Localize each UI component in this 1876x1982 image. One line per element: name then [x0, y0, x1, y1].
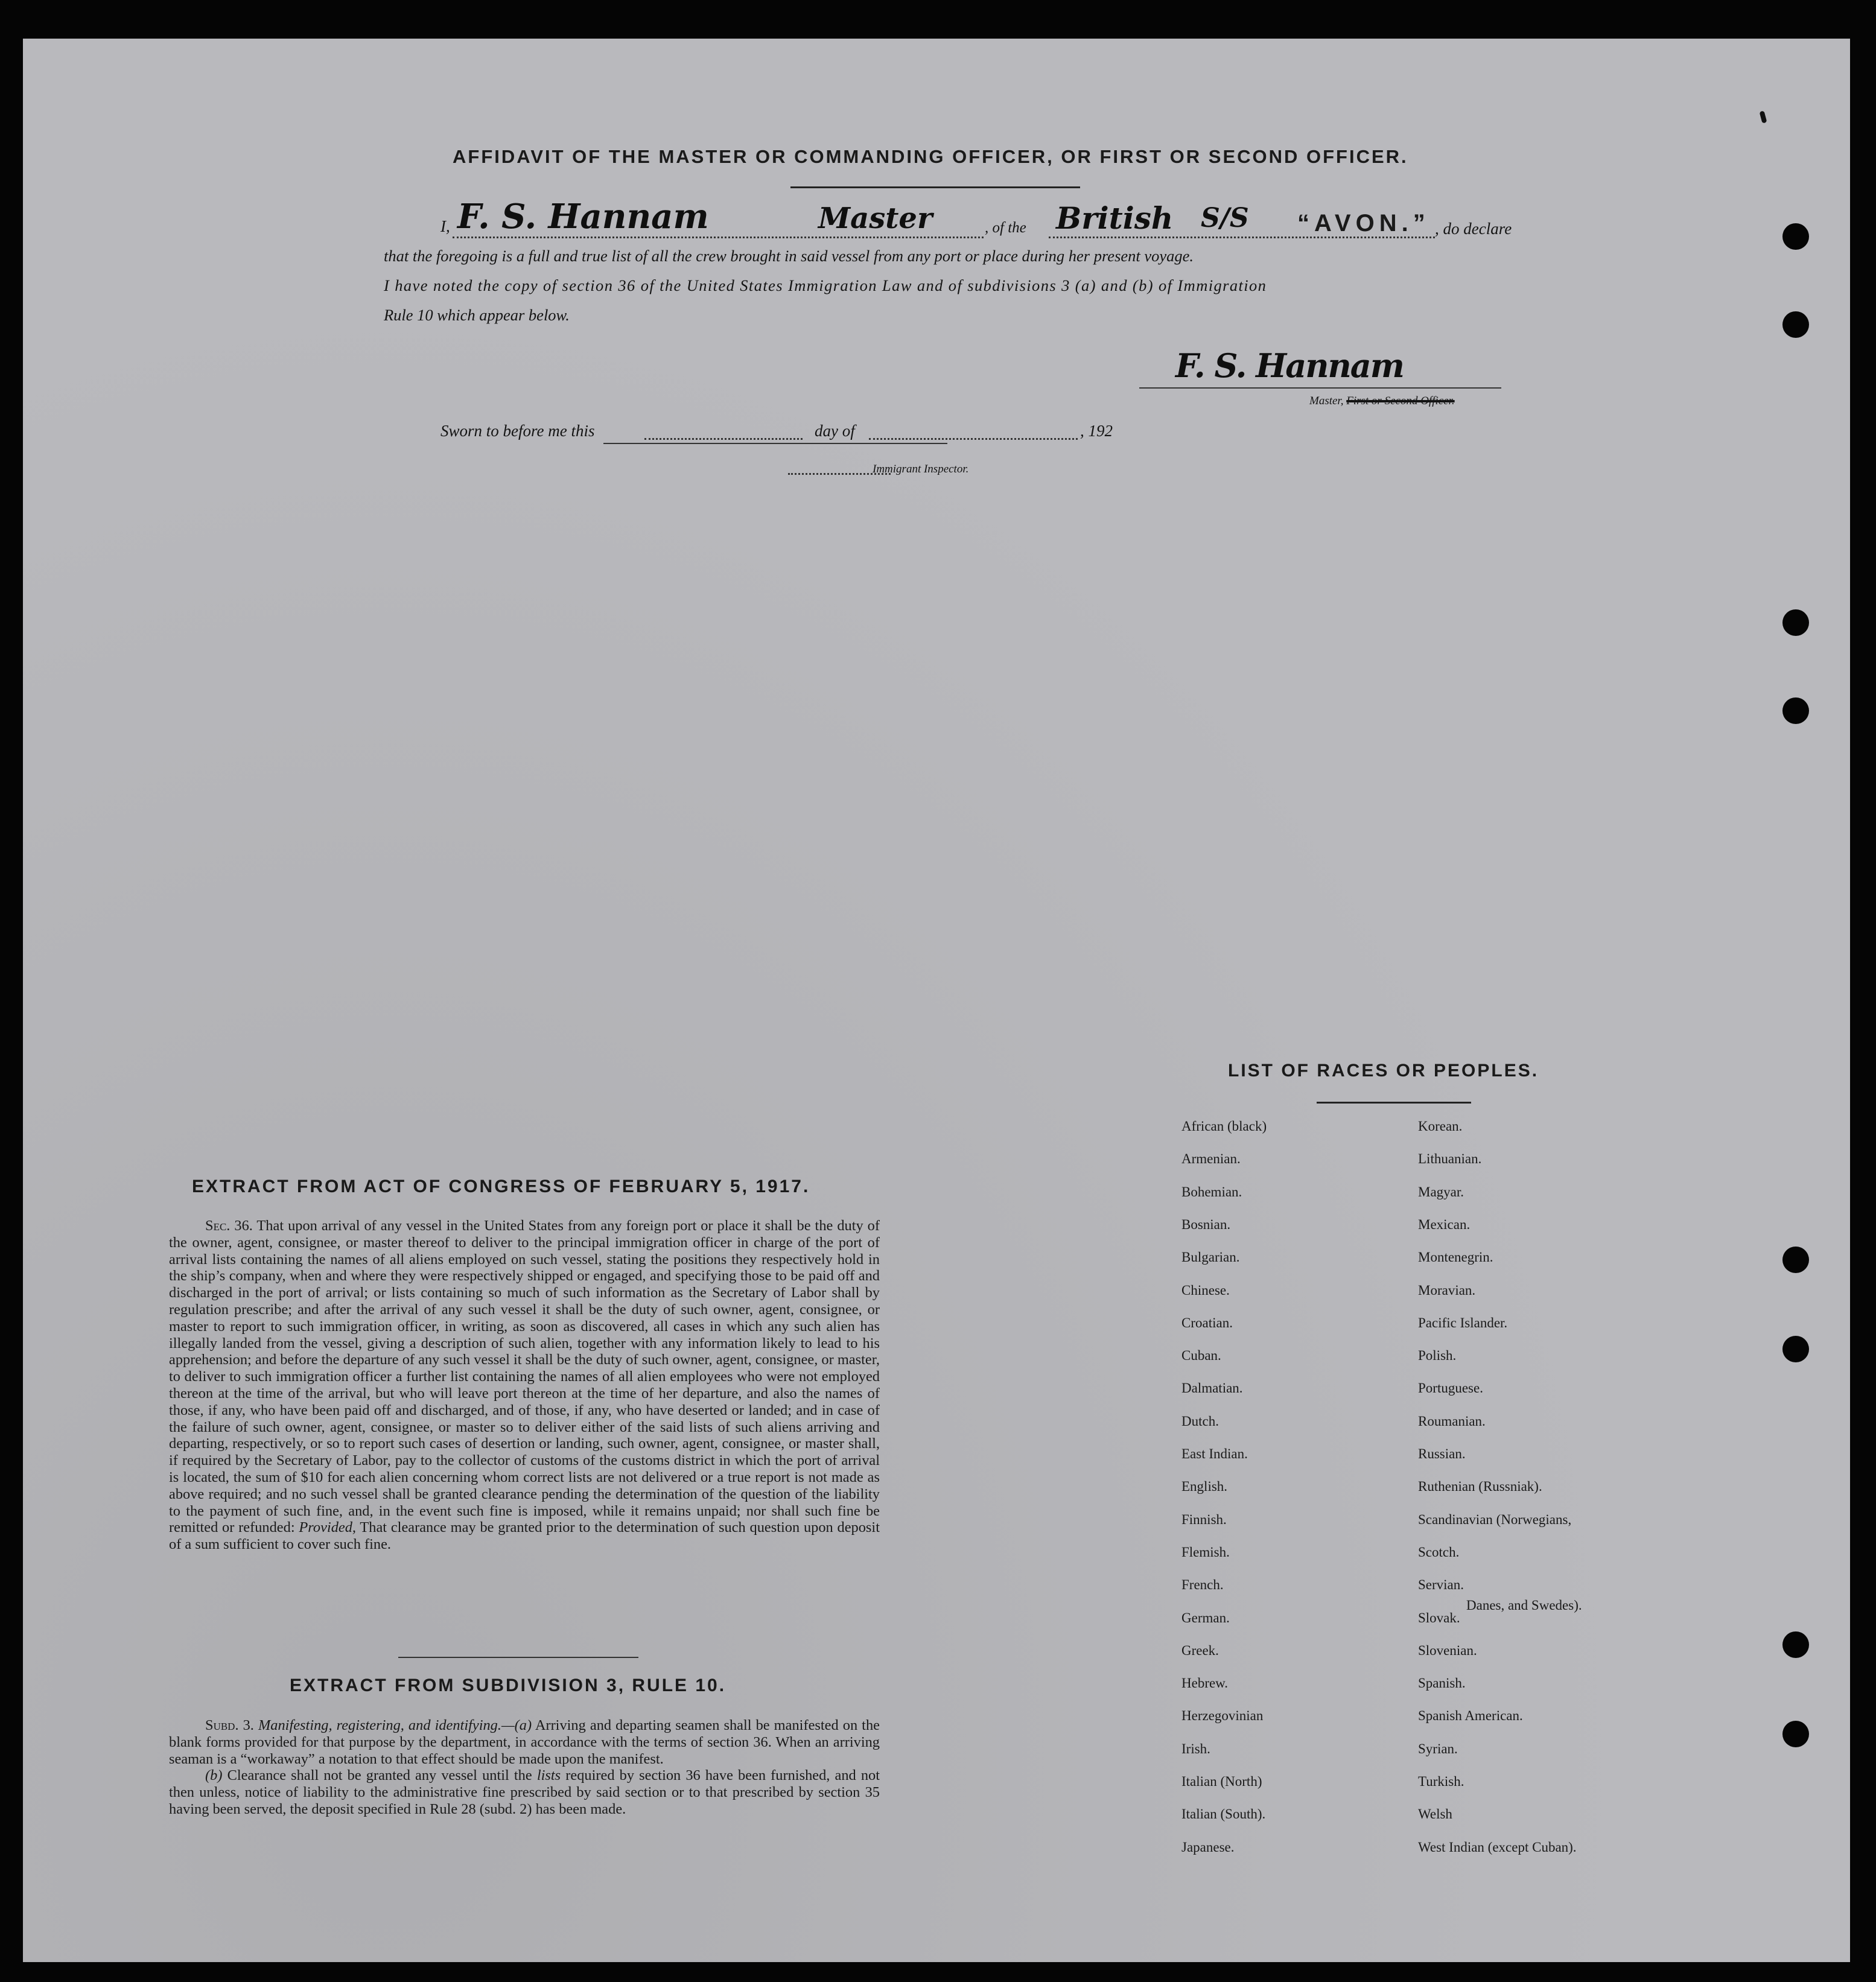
race-item: Montenegrin.	[1418, 1250, 1493, 1265]
punch-hole	[1782, 1336, 1809, 1362]
vessel-name-stamped: “AVON.”	[1297, 210, 1430, 237]
race-item: Flemish.	[1181, 1544, 1230, 1560]
race-item: Irish.	[1181, 1741, 1210, 1756]
signature-caption	[1309, 395, 1455, 408]
affidavit-line-3: I have noted the copy of section 36 of the United States Immigration Law and of subdivisions 3 (a) and (b) of Immigration	[384, 276, 1267, 294]
punch-hole	[1782, 1631, 1809, 1658]
rule-subdivision-3	[169, 1717, 880, 1818]
race-item: Korean.	[1418, 1119, 1463, 1134]
punch-hole	[1782, 223, 1809, 250]
race-item: Italian (South).	[1181, 1806, 1266, 1822]
races-title: LIST OF RACES OR PEOPLES.	[1228, 1061, 1539, 1081]
act-divider	[398, 1657, 638, 1658]
race-item: Croatian.	[1181, 1315, 1233, 1330]
race-item: Italian (North)	[1181, 1774, 1262, 1789]
punch-hole	[1782, 1721, 1809, 1747]
subd-label: Subd. 3.	[205, 1717, 254, 1733]
races-title-rule	[1317, 1102, 1471, 1104]
race-item: Magyar.	[1418, 1184, 1464, 1199]
affidavit-line-2: that the foregoing is a full and true list of all the crew brought in said vessel from any port or place during her present voyage.	[384, 247, 1194, 265]
race-item: Dalmatian.	[1181, 1380, 1243, 1396]
affidavit-intro: I,	[440, 217, 450, 235]
race-item: Servian.	[1418, 1577, 1464, 1593]
race-item: English.	[1181, 1479, 1228, 1494]
race-item: Armenian.	[1181, 1151, 1241, 1167]
act-extract-title: EXTRACT FROM ACT OF CONGRESS OF FEBRUARY 5, 1917.	[192, 1177, 810, 1196]
race-item: Turkish.	[1418, 1774, 1464, 1789]
race-item: Scotch.	[1418, 1544, 1460, 1560]
race-item: Chinese.	[1181, 1282, 1230, 1298]
subd-b-text-2: required by section 36 have been furnished, and not then unless, notice of liability to the administrative fine prescribed by said section or to that prescribed by section 35 having been served, the deposit specified in Rule 28 (subd. 2) has been made.	[169, 1767, 880, 1817]
name-dotted-line	[453, 237, 984, 238]
do-declare-label: , do declare	[1435, 220, 1512, 238]
proviso-text: That clearance may be granted prior to the determination of such question upon deposit of a sum sufficient to cover such fine.	[169, 1519, 880, 1553]
race-item: Herzegovinian	[1181, 1708, 1264, 1724]
race-item: Slovenian.	[1418, 1642, 1477, 1658]
day-of-label: day of	[815, 422, 855, 440]
race-item: Lithuanian.	[1418, 1151, 1482, 1167]
section-text: 36. That upon arrival of any vessel in the United States from any foreign port or place it shall be the duty of the owner, agent, consignee, or master thereof to deliver to the principal immigration officer in charge of the port of arrival lists containing the names of all aliens employed on such vessel, stating the positions they respectively hold in the ship’s company, when and where they were respectively shipped or engaged, and specifying those to be paid off and discharged in the port of arrival; or lists containing so much of such information as the Secretary of Labor shall by regulation prescribe; and after the arrival of any such vessel it shall be the duty of such owner, agent, consignee, or master to report to such immigration officer, in writing, as soon as discovered, all cases in which any such alien has illegally landed from the vessel, giving a description of such alien, together with any information likely to lead to his apprehension; and before the departure of any such vessel it shall be the duty of such owner, agent, consignee, or master, to deliver to such immigration officer a further list containing the names of all alien employees who were not employed thereon at the time of the arrival, but who will leave port thereon at the time of her departure, and also the names of those, if any, who have been paid off and discharged, and of those, if any, who have deserted or landed; and in case of the failure of such owner, agent, consignee, or master so to deliver either of the said lists of such aliens arriving and departing, respectively, or so to report such cases of desertion or landing, such owner, agent, consignee, or master shall, if required by the Secretary of Labor, pay to the collector of customs of the customs district in which the port of arrival is located, the sum of $10 for each alien concerning whom correct lists are not delivered or a true report is not made as above required; and no such vessel shall be granted clearance pending the determination of the question of the liability to the payment of such fine, and, in the event such fine is imposed, while it remains unpaid; nor shall such fine be remitted or refunded:	[169, 1218, 880, 1536]
punch-hole	[1782, 311, 1809, 338]
race-item: African (black)	[1181, 1119, 1267, 1134]
signature-caption-master: Master,	[1309, 395, 1344, 407]
race-item: Moravian.	[1418, 1282, 1476, 1298]
affidavit-title-rule	[790, 186, 1080, 188]
affidavit-line-4: Rule 10 which appear below.	[384, 306, 570, 324]
race-item: Scandinavian (Norwegians,	[1418, 1511, 1572, 1527]
race-item: Cuban.	[1181, 1348, 1221, 1364]
race-item: Bohemian.	[1181, 1184, 1242, 1199]
of-the-label: , of the	[985, 220, 1026, 236]
sworn-month-line	[869, 438, 1078, 440]
nationality-handwritten: British	[1056, 200, 1174, 236]
race-scandinavian-continued: Danes, and Swedes).	[1466, 1598, 1582, 1613]
rank-handwritten: Master	[818, 202, 933, 235]
race-item: Greek.	[1181, 1642, 1219, 1658]
subd-b-text-1: Clearance shall not be granted any vessel until the	[227, 1767, 532, 1784]
rule-extract-title: EXTRACT FROM SUBDIVISION 3, RULE 10.	[290, 1675, 727, 1695]
race-item: Ruthenian (Russniak).	[1418, 1479, 1542, 1494]
race-item: Portuguese.	[1418, 1380, 1483, 1396]
subd-a-text: Arriving and departing seamen shall be manifested on the blank forms provided for that purpose by the department, in accordance with the terms of section 36. When an arriving seaman is a “workaway” a notation to that effect should be made upon the manifest.	[169, 1717, 880, 1767]
punch-hole	[1782, 1247, 1809, 1273]
punch-hole	[1782, 609, 1809, 636]
race-item: Hebrew.	[1181, 1675, 1229, 1691]
race-item: West Indian (except Cuban).	[1418, 1839, 1577, 1855]
subd-b-lists: lists	[536, 1767, 561, 1784]
race-item: Slovak.	[1418, 1610, 1460, 1625]
inspector-label: Immigrant Inspector.	[873, 463, 969, 475]
race-item: Finnish.	[1181, 1511, 1227, 1527]
signature-caption-struck: First or Second Officer.	[1346, 395, 1455, 407]
race-item: Polish.	[1418, 1348, 1457, 1364]
race-item: East Indian.	[1181, 1446, 1248, 1461]
sworn-label: Sworn to before me this	[440, 422, 595, 440]
race-item: Mexican.	[1418, 1216, 1471, 1232]
proviso-label: Provided,	[299, 1519, 357, 1536]
race-item: Bosnian.	[1181, 1216, 1231, 1232]
vessel-type-handwritten: S/S	[1201, 203, 1249, 233]
affidavit-title: AFFIDAVIT OF THE MASTER OR COMMANDING OFFICER, OR FIRST OR SECOND OFFICER.	[453, 146, 1408, 167]
master-signature-handwritten: F. S. Hannam	[1175, 346, 1404, 385]
race-item: Russian.	[1418, 1446, 1466, 1461]
subd-b-label: (b)	[205, 1767, 223, 1784]
race-item: Pacific Islander.	[1418, 1315, 1508, 1330]
section-label: Sec.	[205, 1218, 231, 1234]
inspector-upper-rule	[603, 443, 947, 444]
race-item: French.	[1181, 1577, 1224, 1593]
punch-hole	[1782, 697, 1809, 724]
signature-line	[1139, 387, 1501, 389]
subd-heading: Manifesting, registering, and identifying.—(a)	[258, 1717, 532, 1733]
race-item: Japanese.	[1181, 1839, 1235, 1855]
race-item: Syrian.	[1418, 1741, 1458, 1756]
race-item: Dutch.	[1181, 1413, 1219, 1429]
race-item: Spanish American.	[1418, 1708, 1523, 1724]
form-page	[23, 39, 1850, 1962]
race-item: German.	[1181, 1610, 1230, 1625]
race-item: Roumanian.	[1418, 1413, 1486, 1429]
race-item: Bulgarian.	[1181, 1250, 1240, 1265]
race-item: Spanish.	[1418, 1675, 1466, 1691]
act-section-36	[169, 1218, 880, 1553]
race-item: Welsh	[1418, 1806, 1452, 1822]
year-label: , 192	[1080, 422, 1113, 440]
master-name-handwritten: F. S. Hannam	[457, 197, 709, 237]
sworn-day-line	[644, 438, 803, 440]
ink-mark	[1760, 110, 1767, 123]
